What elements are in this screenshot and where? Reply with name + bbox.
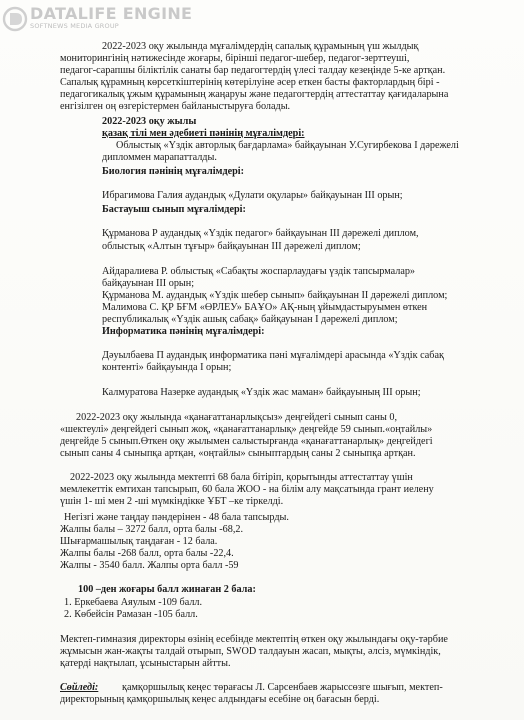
text-line: республикалық «Үздік ашық сабақ» байқауынан І дәрежелі диплом; bbox=[102, 314, 398, 325]
text-line: мониторингінің нәтижесінде жоғары, бірінші педагог-шебер, педагог-зерттеуші, bbox=[60, 53, 410, 64]
list-item: 1. Еркебаева Аяулым -109 балл. bbox=[64, 597, 203, 608]
section-heading: Бастауыш сынып мұғалімдері: bbox=[102, 204, 246, 215]
text-line: Жалпы балы -268 балл, орта балы -22,4. bbox=[60, 548, 234, 559]
watermark-title: DATALIFE ENGINE bbox=[30, 4, 193, 23]
section-heading: Информатика пәнінің мұғалімдері: bbox=[102, 326, 265, 337]
text-line: дипломмен марапатталды. bbox=[102, 152, 217, 163]
text-line: директорының қамқоршылық кеңес алдындағы есебіне оң бағасын берді. bbox=[60, 694, 380, 705]
text-line: сынып саны 4 сыныпқа артқан, «оңтайлы» сыныптардың саны 2 сыныпқа артқан. bbox=[60, 448, 416, 459]
watermark-subtitle: SOFTNEWS MEDIA GROUP bbox=[30, 22, 119, 30]
section-heading: 2022-2023 оқу жылы bbox=[102, 116, 197, 127]
section-heading: Биология пәнінің мұғалімдері: bbox=[102, 166, 245, 177]
text-line: контенті» байқауында І орын; bbox=[102, 362, 232, 373]
text-line: 2022-2023 оқу жылында мектепті 68 бала бітіріп, қорытынды аттестаттау үшін bbox=[70, 472, 413, 483]
text-line: жұмысын жан-жақты талдай отырып, SWOD талдауын жасап, мықты, әлсіз, мүмкіндік, bbox=[60, 646, 441, 657]
text-line: 2022-2023 оқу жылында мұғалімдердің сапалық құрамының үш жылдық bbox=[102, 41, 419, 52]
text-line: Құрманова Р аудандық «Үздік педагог» байқауынан ІІІ дәрежелі диплом, bbox=[102, 228, 419, 239]
text-line: Калмуратова Назерке аудандық «Үздік жас маман» байқауының ІІІ орын; bbox=[102, 387, 421, 398]
text-line: Облыстық «Үздік авторлық бағдарлама» байқауынан У.Сугирбекова І дәрежелі bbox=[116, 140, 459, 151]
text-line: деңгейде 5 сынып.Өткен оқу жылымен салыстырғанда «қанағаттанарлық» деңгейдегі bbox=[60, 436, 433, 447]
datalife-logo-icon bbox=[2, 6, 28, 32]
list-item: 2. Көбейсін Рамазан -105 балл. bbox=[64, 609, 198, 620]
text-line: Жалпы балы – 3272 балл, орта балы -68,2. bbox=[60, 524, 244, 535]
text-line: педагогикалық ұжым құрамының жаңаруы және педагогтердің аттестаттау қағидаларына bbox=[60, 89, 449, 100]
text-line: Малимова С. ҚР БҒМ «ӨРЛЕУ» БАҰО» АҚ-ның ұйымдастыруымен өткен bbox=[102, 302, 428, 313]
text-line: «шектеулі» деңгейдегі сынып жоқ, «қанағаттанарлық» деңгейде 59 сынып.«оңтайлы» bbox=[60, 424, 433, 435]
text-line: Айдаралиева Р. облыстық «Сабақты жоспарлаудағы үздік тапсырмалар» bbox=[102, 266, 416, 277]
text-line: мемлекеттік емтихан тапсырып, 60 бала ЖОО - на білім алу мақсатында грант иелену bbox=[60, 484, 434, 495]
text-line: Құрманова М. аудандық «Үздік шебер сынып» байқауынан ІІ дәрежелі диплом; bbox=[102, 290, 448, 301]
text-line: байқауынан ІІІ орын; bbox=[102, 278, 195, 289]
text-line: қамқоршылық кеңес төрағасы Л. Сарсенбаев жарыссөзге шығып, мектеп- bbox=[122, 682, 443, 693]
section-heading: қазақ тілі мен әдебиеті пәнінің мұғалімдері: bbox=[102, 128, 305, 139]
speaker-label: Сөйледі: bbox=[60, 682, 99, 693]
text-line: Ибрагимова Галия аудандық «Дулати оқулары» байқауынан ІІІ орын; bbox=[102, 190, 403, 201]
watermark bbox=[2, 6, 192, 32]
text-line: Дәуылбаева П аудандық информатика пәні мұғалімдері арасында «Үздік сабақ bbox=[102, 350, 444, 361]
text-line: енгізілген оң өзгерістермен байланыстыруға болады. bbox=[60, 101, 291, 112]
text-line: облыстық «Алтын тұғыр» байқауынан ІІІ дәрежелі диплом; bbox=[102, 241, 361, 252]
text-line: Жалпы - 3540 балл. Жалпы орта балл -59 bbox=[60, 560, 239, 571]
text-line: үшін 1- ші мен 2 -ші мүмкіндікке ҰБТ –ке тіркелді. bbox=[60, 496, 284, 507]
text-line: Негізгі және таңдау пәндерінен - 48 бала тапсырды. bbox=[64, 512, 289, 523]
text-line: 2022-2023 оқу жылында «қанағаттанарлықсыз» деңгейдегі сынып саны 0, bbox=[76, 412, 398, 423]
section-heading: 100 –ден жоғары балл жинаған 2 бала: bbox=[78, 584, 256, 595]
text-line: Сапалық құрамның көрсеткіштерінің көтерілуіне әсер еткен басты факторлардың бірі - bbox=[60, 77, 440, 88]
text-line: қатерді нақтылап, ұсыныстарын айтты. bbox=[60, 658, 231, 669]
text-line: Мектеп-гимназия директоры өзінің есебінде мектептің өткен оқу жылындағы оқу-тәрбие bbox=[60, 634, 448, 645]
text-line: Шығармашылық таңдаған - 12 бала. bbox=[60, 536, 218, 547]
text-line: педагог-сарапшы біліктілік санаты бар педагогтердің үлесі талдау кезеңінде 5-ке артқан. bbox=[60, 65, 446, 76]
